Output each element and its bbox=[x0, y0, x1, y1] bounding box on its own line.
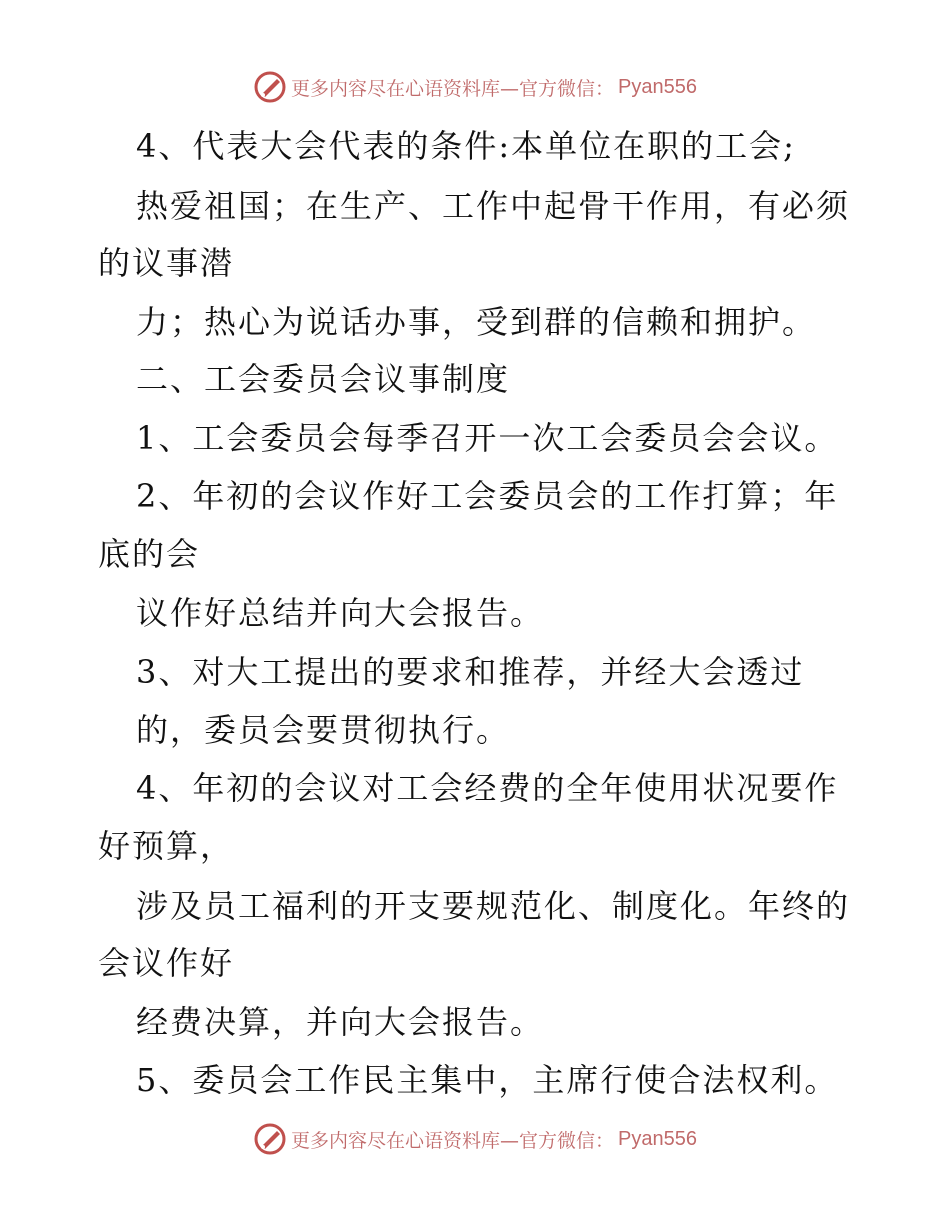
footer-banner-text: 更多内容尽在心语资料库—官方微信： bbox=[291, 1129, 615, 1152]
text-line: 涉及员工福利的开支要规范化、制度化。年终的 bbox=[136, 887, 851, 925]
text-line: 的，委员会要贯彻执行。 bbox=[136, 711, 511, 749]
text-line: 议作好总结并向大会报告。 bbox=[136, 594, 545, 632]
header-banner-text: 更多内容尽在心语资料库—官方微信： bbox=[291, 77, 615, 100]
text-line: 2、年初的会议作好工会委员会的工作打算；年 bbox=[136, 477, 839, 515]
text-line: 会议作好 bbox=[98, 944, 235, 982]
section-heading: 二、工会委员会议事制度 bbox=[136, 360, 511, 398]
text-line: 好预算， bbox=[98, 827, 235, 865]
text-line: 的议事潜 bbox=[98, 244, 235, 282]
text-line: 经费决算，并向大会报告。 bbox=[136, 1003, 545, 1041]
text-line: 1、工会委员会每季召开一次工会委员会会议。 bbox=[136, 419, 839, 457]
header-banner bbox=[0, 70, 950, 109]
text-line: 3、对大工提出的要求和推荐，并经大会透过 bbox=[136, 653, 805, 691]
text-line: 4、年初的会议对工会经费的全年使用状况要作 bbox=[136, 769, 839, 807]
text-line: 底的会 bbox=[98, 535, 201, 573]
text-line: 热爱祖国；在生产、工作中起骨干作用，有必须 bbox=[136, 187, 851, 225]
pen-logo-icon bbox=[253, 70, 287, 104]
text-line: 4、代表大会代表的条件:本单位在职的工会; bbox=[136, 127, 796, 165]
footer-banner bbox=[0, 1122, 950, 1161]
pen-logo-icon bbox=[253, 1122, 287, 1156]
header-wechat-id: Pyan556 bbox=[618, 75, 697, 98]
text-line: 5、委员会工作民主集中，主席行使合法权利。 bbox=[136, 1061, 839, 1099]
text-line: 力；热心为说话办事，受到群的信赖和拥护。 bbox=[136, 303, 817, 341]
footer-wechat-id: Pyan556 bbox=[618, 1127, 697, 1150]
